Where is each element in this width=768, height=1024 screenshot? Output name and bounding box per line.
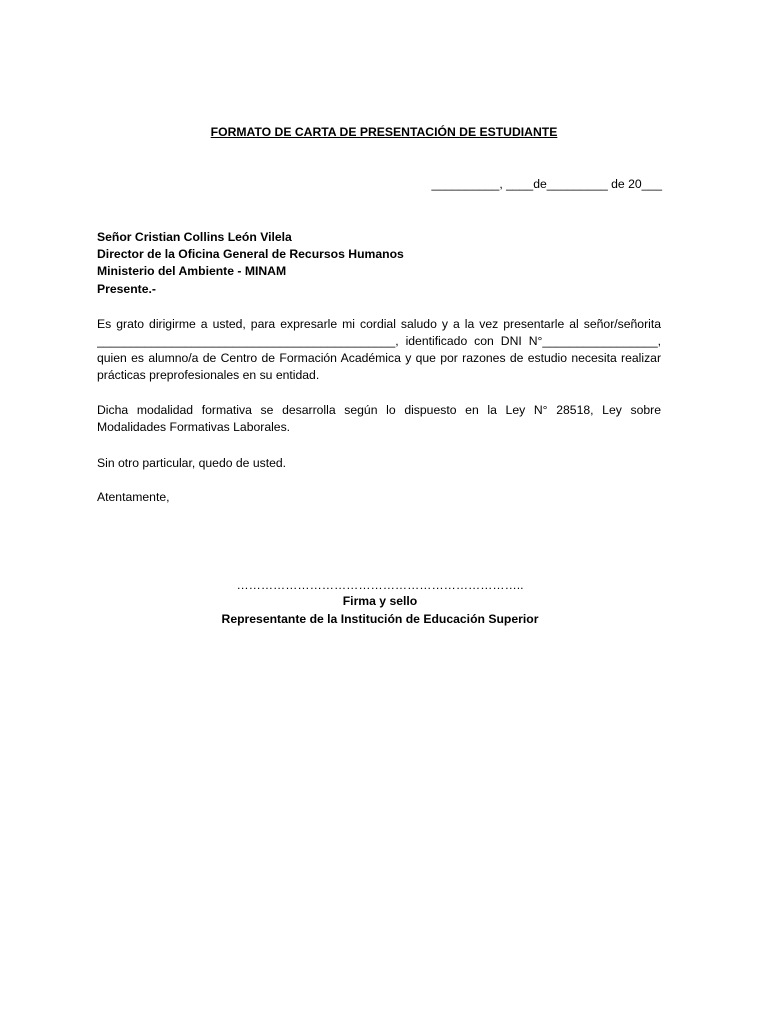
salutation-text: Atentamente, [97,490,170,504]
paragraph-1-line: ____________________________________________, identificado con DNI N°_________________, [97,334,661,348]
addressee-institution: Ministerio del Ambiente - MINAM [97,264,287,278]
signature-dotted-line: …………………………………………………………….. [236,578,524,592]
signature-label: Firma y sello [342,594,418,608]
addressee-position: Director de la Oficina General de Recursos Humanos [97,247,404,261]
document-title: FORMATO DE CARTA DE PRESENTACIÓN DE ESTUDIANTE [210,125,558,139]
closing-text: Sin otro particular, quedo de usted. [97,456,287,470]
body-paragraph-1 [97,316,661,384]
paragraph-1-line: quien es alumno/a de Centro de Formación Académica y que por razones de estudio necesita realizar [97,351,661,365]
addressee-presente: Presente.- [97,282,156,296]
paragraph-2-line: Modalidades Formativas Laborales. [97,420,291,434]
paragraph-2-line: Dicha modalidad formativa se desarrolla según lo dispuesto en la Ley N° 28518, Ley sobre [97,403,661,417]
date-line: __________, ____de_________ de 20___ [431,177,662,191]
paragraph-1-line: prácticas preprofesionales en su entidad. [97,368,320,382]
body-paragraph-2 [97,402,661,436]
paragraph-1-line: Es grato dirigirme a usted, para expresarle mi cordial saludo y a la vez presentarle al señor/señorita [97,317,661,331]
addressee-name: Señor Cristian Collins León Vilela [97,230,292,244]
signature-representative: Representante de la Institución de Educación Superior [221,612,539,626]
